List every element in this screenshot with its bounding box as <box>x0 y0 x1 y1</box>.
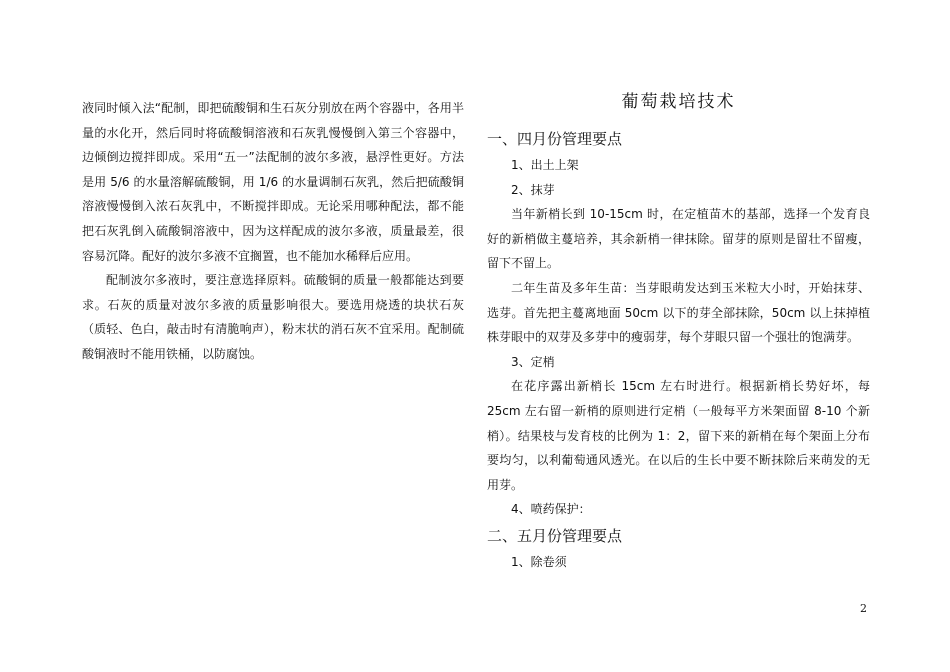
paragraph-raw-materials: 配制波尔多液时，要注意选择原料。硫酸铜的质量一般都能达到要求。石灰的质量对波尔多液的质量影响很大。要选用烧透的块状石灰（质轻、色白，敲击时有清脆响声），粉末状的消石灰不宜采用。配制硫酸铜液时不能用铁桶，以防腐蚀。 <box>82 273 464 361</box>
item-heading-spray-protection: 4、喷药保护： <box>511 502 591 517</box>
paragraph-fix-shoots: 在花序露出新梢长 15cm 左右时进行。根据新梢长势好坏，每 25cm 左右留一新梢的原则进行定梢（一般每平方米架面留 8-10 个新梢）。结果枝与发育枝的比例为 1：2，留下来的新梢在每个架面上分布要均匀，以利葡萄通风透光。在以后的生长中要不断抹除后来萌发的无用芽。 <box>487 379 870 492</box>
left-column <box>82 96 464 367</box>
section-heading-may: 二、五月份管理要点 <box>487 526 623 545</box>
paragraph-bordeaux-mixing: 液同时倾入法“配制，即把硫酸铜和生石灰分别放在两个容器中，各用半量的水化开，然后同时将硫酸铜溶液和石灰乳慢慢倒入第三个容器中，边倾倒边搅拌即成。采用“五一”法配制的波尔多液，悬浮性更好。方法是用 5/6 的水量溶解硫酸铜，用 1/6 的水量调制石灰乳，然后把硫酸铜溶液慢慢倒入浓石灰乳中，不断搅拌即成。无论采用哪种配法，都不能把石灰乳倒入硫酸铜溶液中，因为这样配成的波尔多液，质量最差，很容易沉降。配好的波尔多液不宜搁置，也不能加水稀释后应用。 <box>82 101 464 263</box>
item-heading-remove-tendrils: 1、除卷须 <box>511 554 567 569</box>
paragraph-two-year-seedlings: 二年生苗及多年生苗：当芽眼萌发达到玉米粒大小时，开始抹芽、选芽。首先把主蔓离地面 50cm 以下的芽全部抹除，50cm 以上抹掉植株芽眼中的双芽及多芽中的瘦弱芽，每个芽眼只留一个强壮的饱满芽。 <box>487 280 870 345</box>
paragraph-new-shoots: 当年新梢长到 10-15cm 时，在定植苗木的基部，选择一个发育良好的新梢做主蔓培养，其余新梢一律抹除。留芽的原则是留壮不留瘦，留下不留上。 <box>487 207 870 271</box>
page-number: 2 <box>860 602 867 615</box>
item-heading-fix-shoots: 3、定梢 <box>511 354 555 369</box>
right-column <box>487 85 870 575</box>
document-title: 葡萄栽培技术 <box>621 92 736 112</box>
item-heading-unearth: 1、出土上架 <box>511 158 579 172</box>
item-heading-bud-removal: 2、抹芽 <box>511 182 555 197</box>
section-heading-april: 一、四月份管理要点 <box>487 130 623 148</box>
